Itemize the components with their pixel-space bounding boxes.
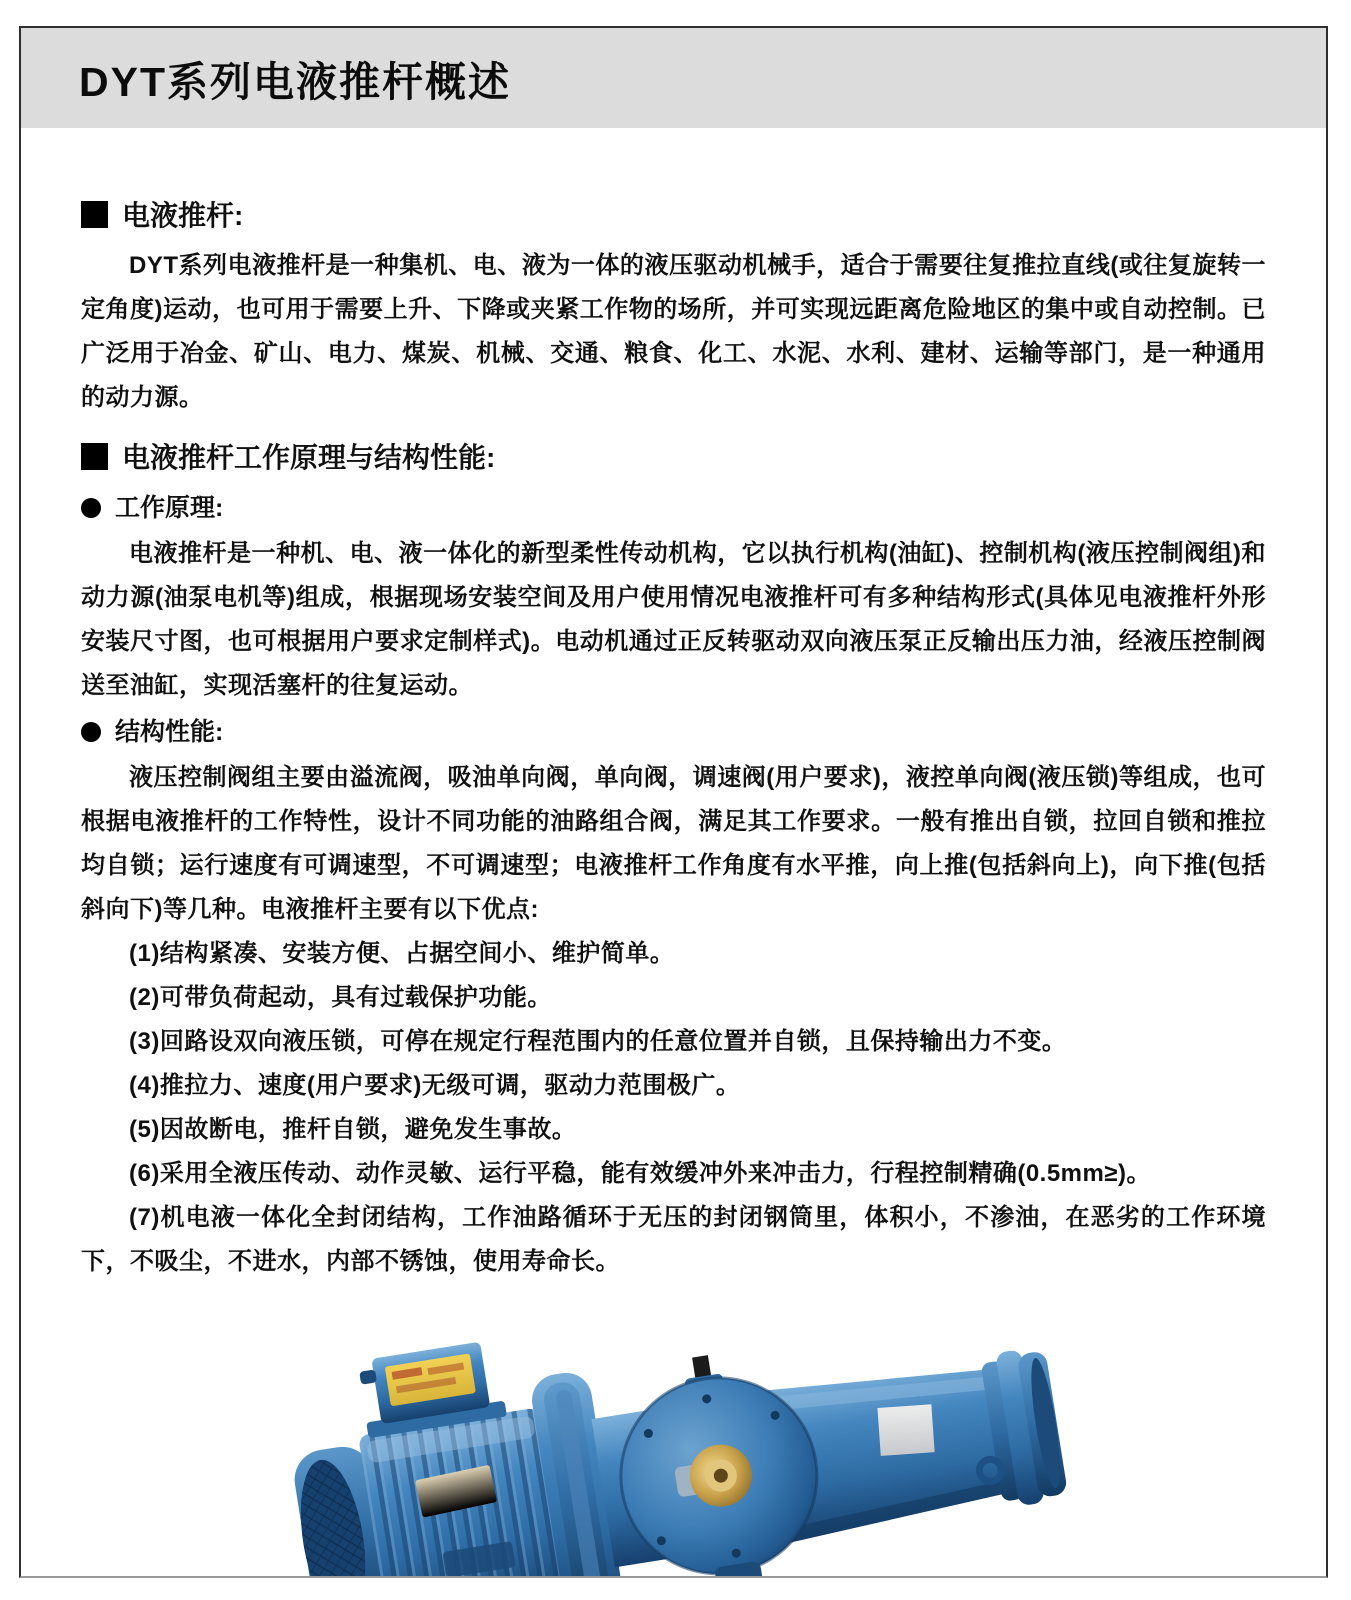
section-heading-principle-structure-label: 电液推杆工作原理与结构性能: xyxy=(122,442,496,473)
subsection-heading-working-principle-label: 工作原理: xyxy=(115,494,224,522)
square-bullet-icon xyxy=(81,201,108,228)
overview-paragraph: DYT系列电液推杆是一种集机、电、液为一体的液压驱动机械手，适合于需要往复推拉直线(或往复旋转一定角度)运动，也可用于需要上升、下降或夹紧工作物的场所，并可实现远距离危险地区的集中或自动控制。已广泛用于冶金、矿山、电力、煤炭、机械、交通、粮食、化工、水泥、水利、建材、运输等部门，是一种通用的动力源。 xyxy=(81,252,1266,411)
motor xyxy=(288,1407,569,1578)
structural-performance-paragraph: 液压控制阀组主要由溢流阀，吸油单向阀，单向阀，调速阀(用户要求)，液控单向阀(液压锁)等组成，也可根据电液推杆的工作特性，设计不同功能的油路组合阀，满足其工作要求。一般有推出自锁，拉回自锁和推拉均自锁；运行速度有可调速型，不可调速型；电液推杆工作角度有水平推，向上推(包括斜向上)，向下推(包括斜向下)等几种。电液推杆主要有以下优点: xyxy=(81,764,1266,923)
working-principle-paragraph: 电液推杆是一种机、电、液一体化的新型柔性传动机构，它以执行机构(油缸)、控制机构(液压控制阀组)和动力源(油泵电机等)组成，根据现场安装空间及用户使用情况电液推杆可有多种结构形式(具体见电液推杆外形安装尺寸图，也可根据用户要求定制样式)。电动机通过正反转驱动双向液压泵正反输出压力油，经液压控制阀送至油缸，实现活塞杆的往复运动。 xyxy=(81,540,1266,699)
circle-bullet-icon xyxy=(81,722,101,742)
square-bullet-icon xyxy=(81,443,108,470)
advantage-item: (1)结构紧凑、安装方便、占据空间小、维护简单。 xyxy=(129,940,675,967)
advantage-item: (3)回路设双向液压锁，可停在规定行程范围内的任意位置并自锁，且保持输出力不变。 xyxy=(129,1028,1067,1055)
section-heading-overview-label: 电液推杆: xyxy=(122,200,244,231)
circle-bullet-icon xyxy=(81,498,101,518)
document-body xyxy=(21,194,1326,1578)
conduit-stub xyxy=(359,1369,377,1384)
subsection-heading-structural-performance xyxy=(81,710,1266,754)
advantage-item: (2)可带负荷起动，具有过载保护功能。 xyxy=(129,984,552,1011)
advantage-item: (4)推拉力、速度(用户要求)无级可调，驱动力范围极广。 xyxy=(129,1072,741,1099)
advantage-item: (5)因故断电，推杆自锁，避免发生事故。 xyxy=(129,1116,577,1143)
subsection-heading-working-principle xyxy=(81,486,1266,530)
product-photo xyxy=(81,1310,1266,1578)
section-heading-overview xyxy=(81,194,1266,234)
page-header xyxy=(21,28,1326,128)
cylinder-label xyxy=(877,1404,934,1456)
advantage-item: (6)采用全液压传动、动作灵敏、运行平稳，能有效缓冲外来冲击力，行程控制精确(0.5mm≥)。 xyxy=(129,1160,1152,1187)
subsection-heading-structural-performance-label: 结构性能: xyxy=(115,718,224,746)
advantage-item: (7)机电液一体化全封闭结构，工作油路循环于无压的封闭钢筒里，体积小，不渗油，在恶劣的工作环境下，不吸尘，不进水，内部不锈蚀，使用寿命长。 xyxy=(81,1204,1266,1275)
section-heading-principle-structure xyxy=(81,436,1266,476)
document-page xyxy=(19,26,1328,1578)
page-title: DYT系列电液推杆概述 xyxy=(79,58,511,105)
electro-hydraulic-actuator-illustration xyxy=(284,1310,1064,1578)
